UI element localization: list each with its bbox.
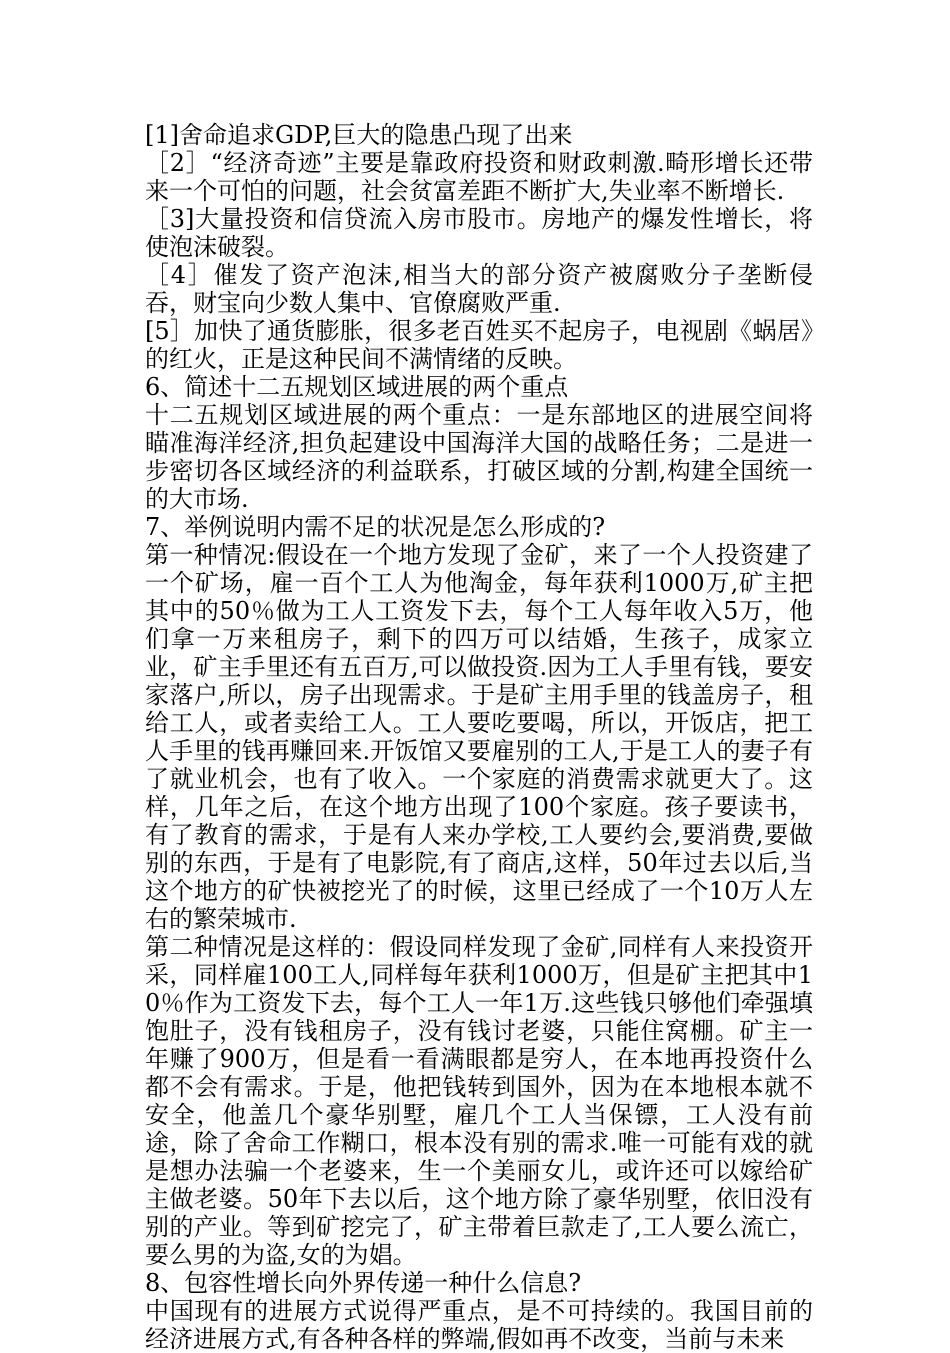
question-7-heading: 7、举例说明内需不足的状况是怎么形成的?: [145, 513, 606, 541]
paragraph-inflation: [5］加快了通货膨胀，很多老百姓买不起房子，电视剧《蜗居》的红火，正是这种民间不满情绪的反映。: [145, 317, 813, 373]
document-page: [145, 121, 813, 1353]
paragraph-economic-miracle: ［2］“经济奇迹”主要是靠政府投资和财政刺激.畸形增长还带来一个可怕的问题，社会贫富差距不断扩大,失业率不断增长.: [145, 149, 813, 205]
answer-7-case-1-paragraph: 第一种情况:假设在一个地方发现了金矿，来了一个人投资建了一个矿场，雇一百个工人为他淘金，每年获利1000万,矿主把其中的50％做为工人工资发下去，每个工人每年收入5万，他们拿一万来租房子，剩下的四万可以结婚，生孩子，成家立业，矿主手里还有五百万,可以做投资.因为工人手里有钱，要安家落户,所以，房子出现需求。于是矿主用手里的钱盖房子，租给工人，或者卖给工人。工人要吃要喝，所以，开饭店，把工人手里的钱再赚回来.开饭馆又要雇别的工人,于是工人的妻子有了就业机会，也有了收入。一个家庭的消费需求就更大了。这样，几年之后，在这个地方出现了100个家庭。孩子要读书，有了教育的需求，于是有人来办学校,工人要约会,要消费,要做别的东西，于是有了电影院,有了商店,这样，50年过去以后,当这个地方的矿快被挖光了的时候，这里已经成了一个10万人左右的繁荣城市.: [145, 541, 813, 933]
answer-8-paragraph: 中国现有的进展方式说得严重点，是不可持续的。我国目前的经济进展方式,有各种各样的弊端,假如再不改变，当前与未来: [145, 1297, 813, 1353]
answer-7-case-2-paragraph: 第二种情况是这样的：假设同样发现了金矿,同样有人来投资开采，同样雇100工人,同样每年获利1000万，但是矿主把其中10％作为工资发下去，每个工人一年1万.这些钱只够他们牵强填饱肚子，没有钱租房子，没有钱讨老婆，只能住窝棚。矿主一年赚了900万，但是看一看满眼都是穷人，在本地再投资什么都不会有需求。于是，他把钱转到国外，因为在本地根本就不安全，他盖几个豪华别墅，雇几个工人当保镖，工人没有前途，除了舍命工作糊口，根本没有别的需求.唯一可能有戏的就是想办法骗一个老婆来，生一个美丽女儿，或许还可以嫁给矿主做老婆。50年下去以后，这个地方除了豪华别墅，依旧没有别的产业。等到矿挖完了，矿主带着巨款走了,工人要么流亡，要么男的为盗,女的为娼。: [145, 933, 813, 1269]
answer-6-paragraph: 十二五规划区域进展的两个重点：一是东部地区的进展空间将瞄准海洋经济,担负起建设中国海洋大国的战略任务；二是进一步密切各区域经济的利益联系，打破区域的分割,构建全国统一的大市场.: [145, 401, 813, 513]
paragraph-investment-credit: ［3]大量投资和信贷流入房市股市。房地产的爆发性增长，将使泡沫破裂。: [145, 205, 813, 261]
question-6-heading: 6、简述十二五规划区域进展的两个重点: [145, 373, 569, 401]
paragraph-asset-bubble: ［4］催发了资产泡沫,相当大的部分资产被腐败分子垄断侵吞，财宝向少数人集中、官僚腐败严重.: [145, 261, 813, 317]
question-8-heading: 8、包容性增长向外界传递一种什么信息?: [145, 1269, 582, 1297]
paragraph-gdp-risk: [1]舍命追求GDP,巨大的隐患凸现了出来: [145, 121, 573, 149]
